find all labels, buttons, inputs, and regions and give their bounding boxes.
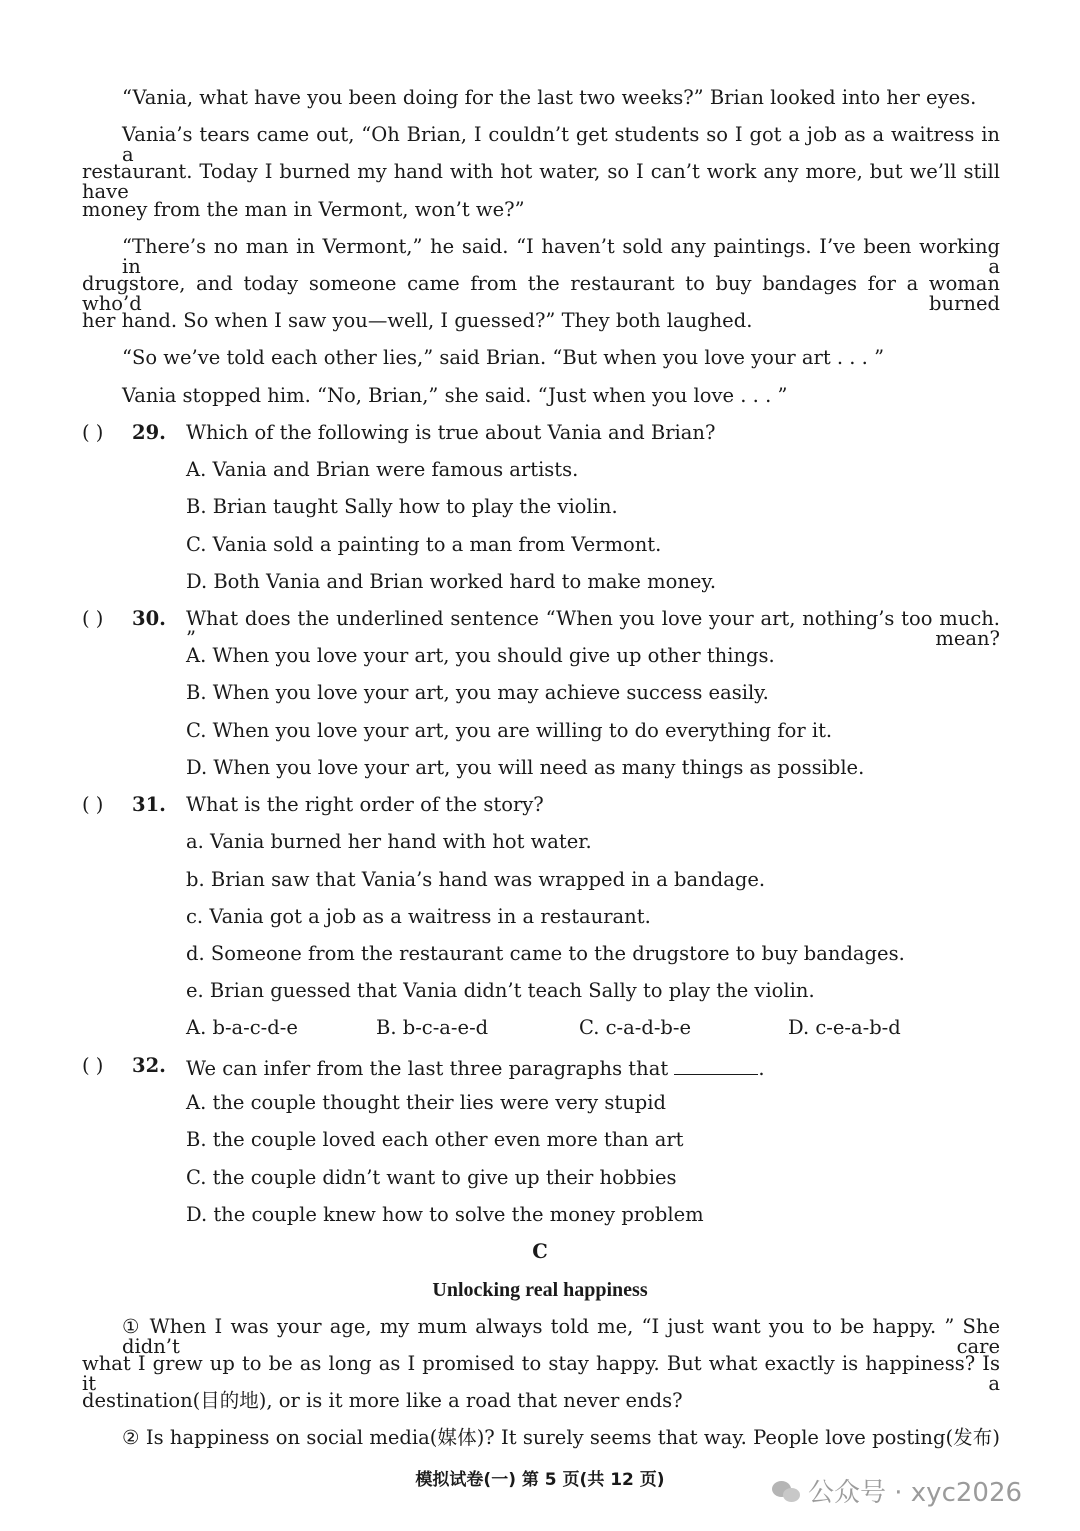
- q31-option-d: D. c-e-a-b-d: [788, 1016, 901, 1039]
- page-footer: 模拟试卷(一) 第 5 页(共 12 页): [415, 1470, 665, 1490]
- q32-option-a: A. the couple thought their lies were very stupid: [186, 1091, 666, 1114]
- question-number-32: 32.: [132, 1054, 166, 1077]
- passage-paragraph-4: “So we’ve told each other lies,” said Brian. “But when you love your art . . . ”: [122, 346, 885, 369]
- question-number-30: 30.: [132, 607, 166, 630]
- q30-option-d: D. When you love your art, you will need as many things as possible.: [186, 756, 865, 779]
- q31-option-b: B. b-c-a-e-d: [376, 1016, 489, 1039]
- watermark: [772, 1472, 1022, 1509]
- section-c-paragraph-2-line-1: ② Is happiness on social media(媒体)? It surely seems that way. People love posting(发布): [122, 1426, 1000, 1449]
- answer-blank-30[interactable]: ( ): [82, 607, 104, 630]
- passage-paragraph-5: Vania stopped him. “No, Brian,” she said. “Just when you love . . . ”: [122, 384, 788, 407]
- passage-paragraph-1: “Vania, what have you been doing for the last two weeks?” Brian looked into her eyes.: [122, 86, 977, 109]
- answer-blank-29[interactable]: ( ): [82, 421, 104, 444]
- section-c-paragraph-1-line-1: ① When I was your age, my mum always told me, “I just want you to be happy. ” She didn’t care: [122, 1315, 1000, 1358]
- q30-option-c: C. When you love your art, you are willing to do everything for it.: [186, 719, 833, 742]
- question-text-31: What is the right order of the story?: [186, 793, 544, 816]
- q31-item-a: a. Vania burned her hand with hot water.: [186, 830, 592, 853]
- q29-option-d: D. Both Vania and Brian worked hard to make money.: [186, 570, 717, 593]
- q30-option-b: B. When you love your art, you may achieve success easily.: [186, 681, 769, 704]
- q30-option-a: A. When you love your art, you should give up other things.: [186, 644, 775, 667]
- passage-paragraph-3-line-2: drugstore, and today someone came from the restaurant to buy bandages for a woman who’d burned: [82, 272, 1000, 315]
- passage-paragraph-2-line-2: restaurant. Today I burned my hand with hot water, so I can’t work any more, but we’ll still have: [82, 160, 1000, 203]
- q31-item-d: d. Someone from the restaurant came to the drugstore to buy bandages.: [186, 942, 905, 965]
- fill-in-blank-32[interactable]: [674, 1056, 758, 1075]
- passage-paragraph-3-line-1: “There’s no man in Vermont,” he said. “I haven’t sold any paintings. I’ve been working in a: [122, 235, 1000, 278]
- section-c-paragraph-1-line-3: destination(目的地), or is it more like a road that never ends?: [82, 1389, 683, 1412]
- question-number-29: 29.: [132, 421, 166, 444]
- question-text-32-body: We can infer from the last three paragraphs that: [186, 1057, 669, 1080]
- q32-option-d: D. the couple knew how to solve the money problem: [186, 1203, 704, 1226]
- q32-option-c: C. the couple didn’t want to give up their hobbies: [186, 1166, 677, 1189]
- passage-paragraph-2-line-3: money from the man in Vermont, won’t we?”: [82, 198, 525, 221]
- q31-option-a: A. b-a-c-d-e: [186, 1016, 298, 1039]
- q31-item-e: e. Brian guessed that Vania didn’t teach Sally to play the violin.: [186, 979, 815, 1002]
- passage-paragraph-3-line-3: her hand. So when I saw you—well, I guessed?” They both laughed.: [82, 309, 753, 332]
- question-text-32-period: .: [758, 1057, 765, 1080]
- question-number-31: 31.: [132, 793, 166, 816]
- wechat-icon: [772, 1479, 802, 1503]
- section-letter: C: [532, 1240, 548, 1263]
- q32-option-b: B. the couple loved each other even more than art: [186, 1128, 684, 1151]
- q29-option-a: A. Vania and Brian were famous artists.: [186, 458, 579, 481]
- answer-blank-32[interactable]: ( ): [82, 1054, 104, 1077]
- answer-blank-31[interactable]: ( ): [82, 793, 104, 816]
- section-c-paragraph-1-line-2: what I grew up to be as long as I promised to stay happy. But what exactly is happiness? Is it a: [82, 1352, 1000, 1395]
- q29-option-b: B. Brian taught Sally how to play the violin.: [186, 495, 618, 518]
- question-text-32: [186, 1056, 765, 1079]
- q29-option-c: C. Vania sold a painting to a man from Vermont.: [186, 533, 662, 556]
- question-text-30: What does the underlined sentence “When you love your art, nothing’s too much. ” mean?: [186, 607, 1000, 650]
- passage-paragraph-2-line-1: Vania’s tears came out, “Oh Brian, I couldn’t get students so I got a job as a waitress in a: [122, 123, 1000, 166]
- q31-item-c: c. Vania got a job as a waitress in a restaurant.: [186, 905, 651, 928]
- q31-item-b: b. Brian saw that Vania’s hand was wrapped in a bandage.: [186, 868, 766, 891]
- section-title: Unlocking real happiness: [432, 1279, 648, 1301]
- watermark-text: 公众号 · xyc2026: [808, 1478, 1023, 1508]
- question-text-29: Which of the following is true about Vania and Brian?: [186, 421, 716, 444]
- q31-option-c: C. c-a-d-b-e: [579, 1016, 692, 1039]
